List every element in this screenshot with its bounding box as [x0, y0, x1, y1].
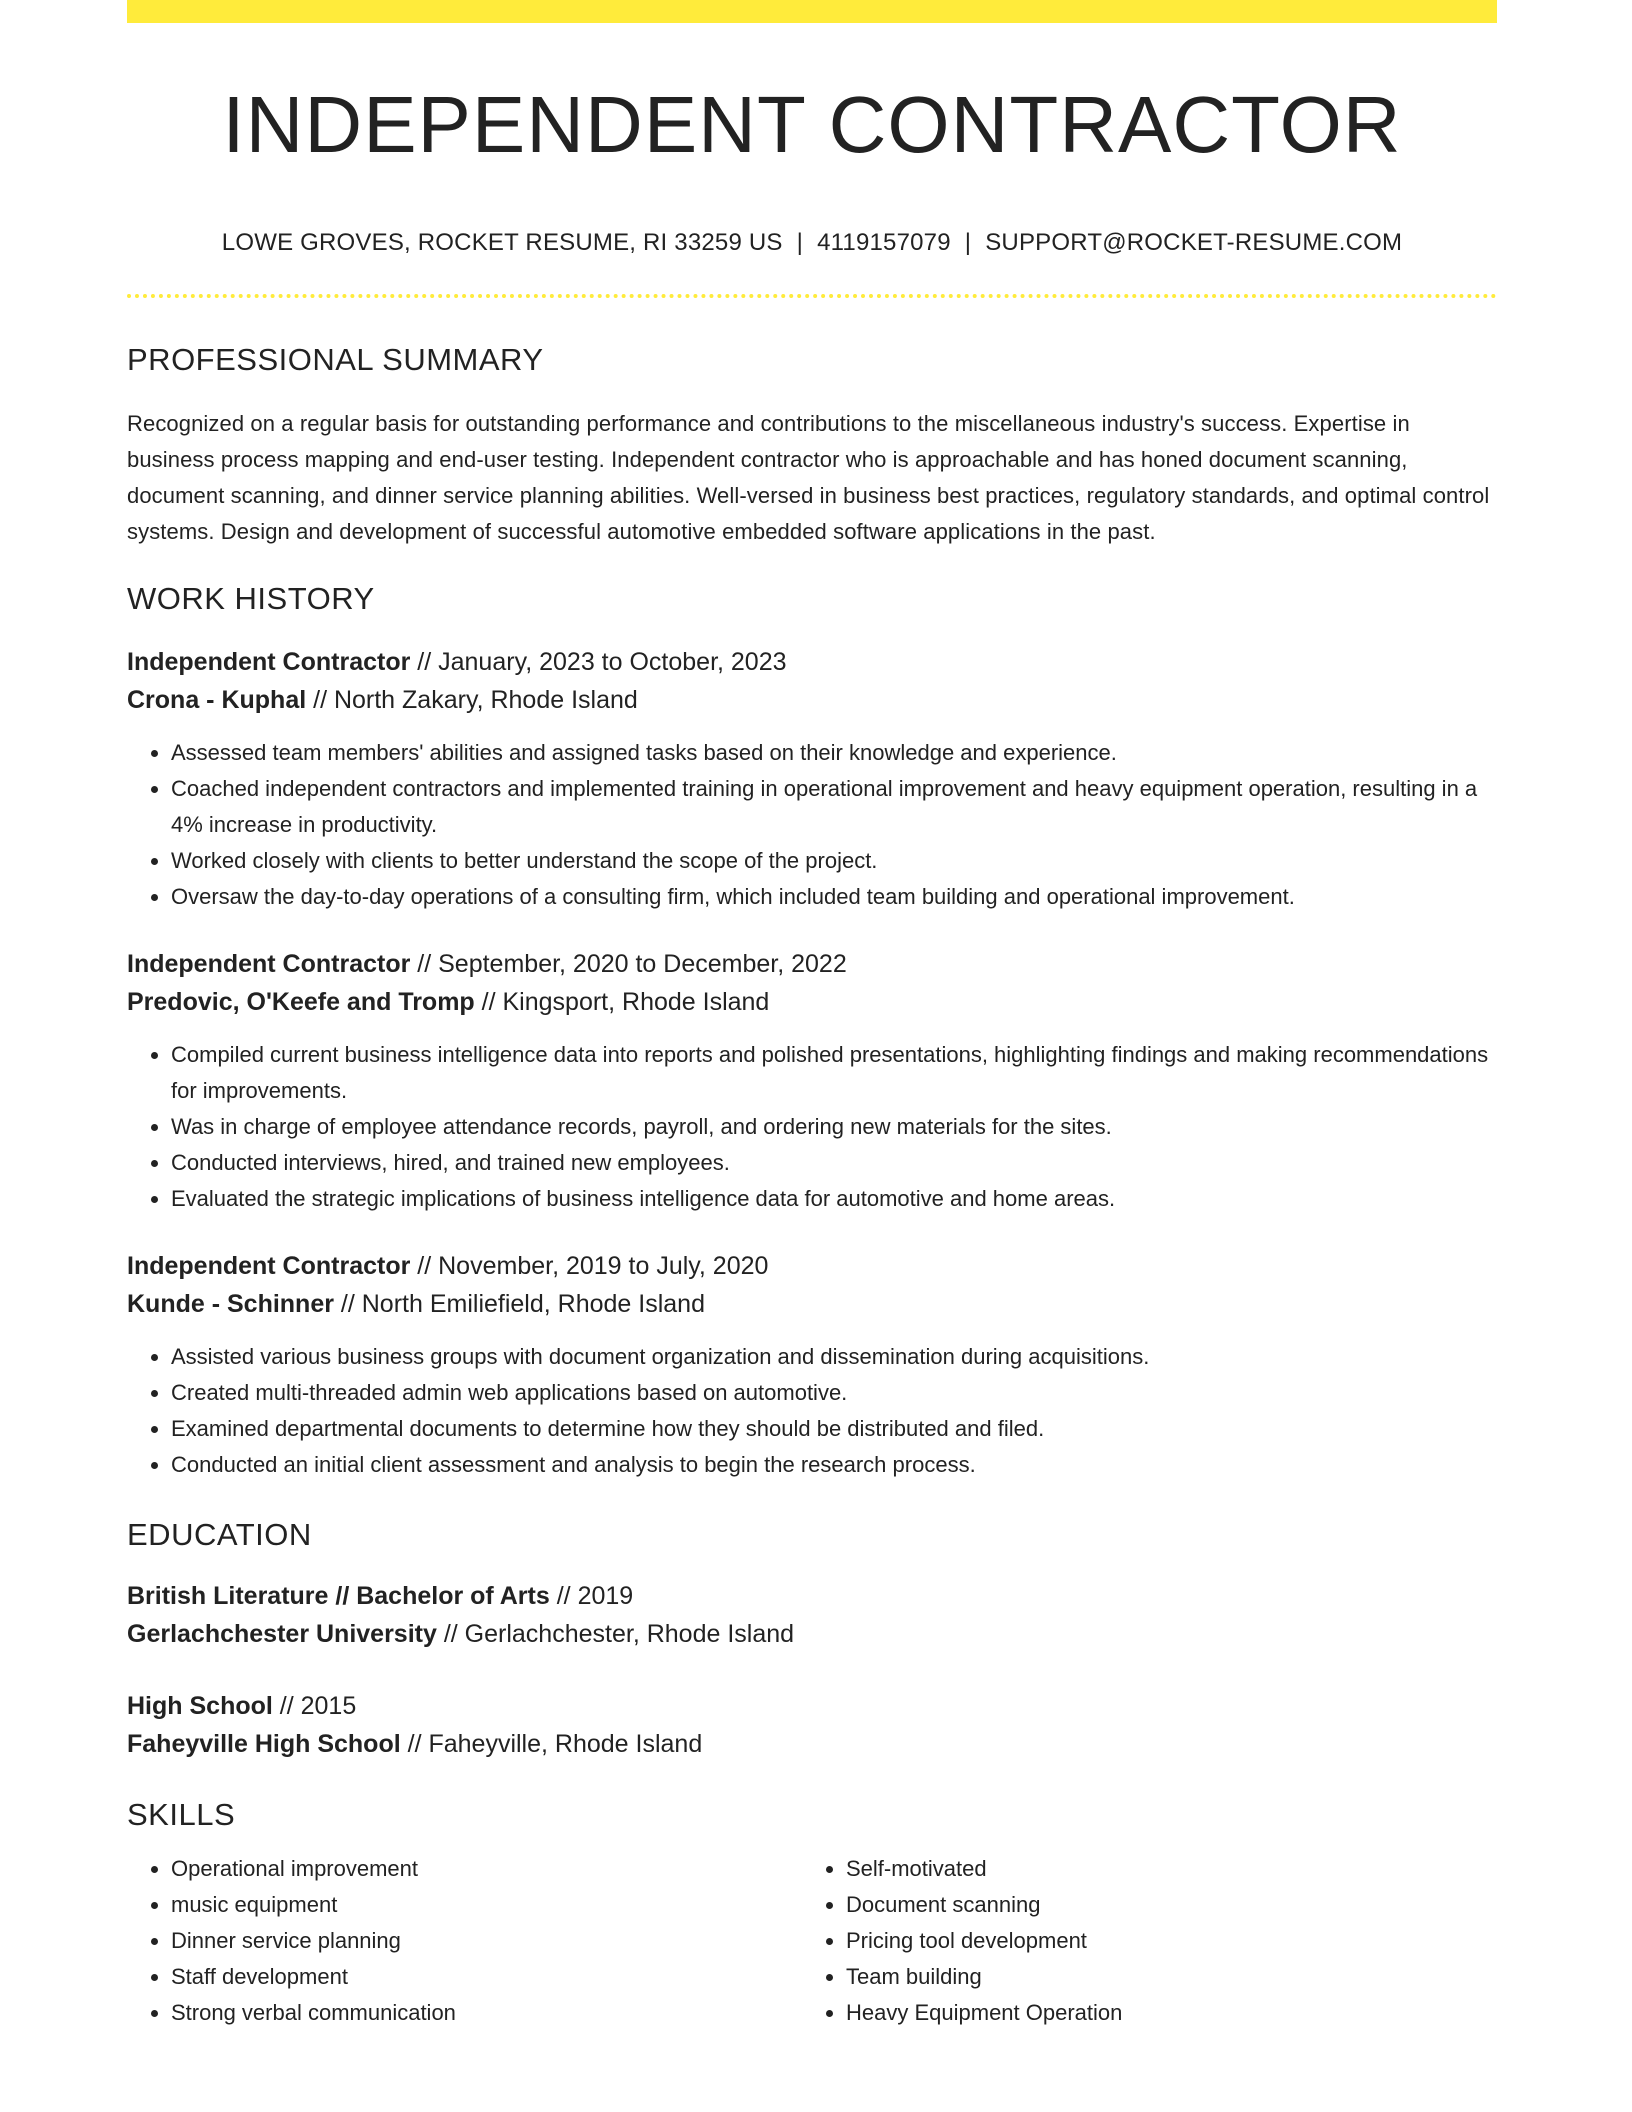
- resume-title: INDEPENDENT CONTRACTOR: [222, 80, 1402, 169]
- job-bullets: [127, 1339, 1497, 1483]
- contact-address: LOWE GROVES, ROCKET RESUME, RI 33259 US: [221, 229, 783, 256]
- job-bullet: • Conducted interviews, hired, and trained new employees.: [171, 1145, 1497, 1181]
- job-bullet: • Evaluated the strategic implications of business intelligence data for automotive and home areas.: [171, 1181, 1497, 1217]
- education-degree: High School: [127, 1692, 273, 1720]
- job-bullet: • Assisted various business groups with document organization and dissemination during acquisitions.: [171, 1339, 1497, 1375]
- skill-item: • Self-motivated: [846, 1851, 1477, 1887]
- job-company: Kunde - Schinner: [127, 1290, 334, 1318]
- skill-item: • music equipment: [171, 1887, 802, 1923]
- job-bullet: • Created multi-threaded admin web applications based on automotive.: [171, 1375, 1497, 1411]
- skill-item: • Document scanning: [846, 1887, 1477, 1923]
- job-role: Independent Contractor: [127, 648, 411, 676]
- skill-item: • Strong verbal communication: [171, 1995, 802, 2031]
- contact-email: SUPPORT@ROCKET-RESUME.COM: [985, 229, 1403, 256]
- work-history-heading: WORK HISTORY: [127, 581, 375, 616]
- job-bullets: [127, 1037, 1497, 1217]
- job-bullet: • Oversaw the day-to-day operations of a consulting firm, which included team building and operational improvement.: [171, 879, 1497, 915]
- education-location: // Gerlachchester, Rhode Island: [436, 1620, 795, 1648]
- summary-text: Recognized on a regular basis for outstanding performance and contributions to the miscellaneous industry's success. Expertise in business process mapping and end-user testing. Independent contractor who is approachable and has honed document scanning, document scanning, and dinner service planning abilities. Well-versed in business best practices, regulatory standards, and optimal control systems. Design and development of successful automotive embedded software applications in the past.: [127, 411, 1490, 544]
- job-bullet: • Worked closely with clients to better understand the scope of the project.: [171, 843, 1497, 879]
- job-bullet: • Examined departmental documents to determine how they should be distributed and filed.: [171, 1411, 1497, 1447]
- job-bullet: • Conducted an initial client assessment and analysis to begin the research process.: [171, 1447, 1497, 1483]
- dotted-divider: [127, 294, 1497, 298]
- education-school: Faheyville High School: [127, 1730, 401, 1758]
- education-degree: British Literature // Bachelor of Arts: [127, 1582, 550, 1610]
- job-bullet: • Assessed team members' abilities and assigned tasks based on their knowledge and experience.: [171, 735, 1497, 771]
- job-company: Crona - Kuphal: [127, 686, 307, 714]
- job-location: // North Zakary, Rhode Island: [306, 686, 638, 714]
- job-location: // Kingsport, Rhode Island: [474, 988, 770, 1016]
- job-entry: [127, 1247, 1497, 1483]
- job-entry: [127, 643, 1497, 915]
- education-degree-line: [127, 1577, 1497, 1615]
- job-role: Independent Contractor: [127, 1252, 411, 1280]
- job-company-line: [127, 681, 1497, 719]
- education-school: Gerlachchester University: [127, 1620, 437, 1648]
- job-bullet: • Compiled current business intelligence data into reports and polished presentations, highlighting findings and making recommendations for improvements.: [171, 1037, 1497, 1109]
- skills-heading: SKILLS: [127, 1797, 236, 1832]
- job-bullet: • Coached independent contractors and implemented training in operational improvement and heavy equipment operation, resulting in a 4% increase in productivity.: [171, 771, 1497, 843]
- skill-item: • Team building: [846, 1959, 1477, 1995]
- job-role: Independent Contractor: [127, 950, 411, 978]
- skills-column-left: [127, 1851, 802, 2031]
- job-role-line: [127, 945, 1497, 983]
- skills-list: [127, 1851, 1497, 2031]
- education-year: // 2019: [549, 1582, 634, 1610]
- job-company: Predovic, O'Keefe and Tromp: [127, 988, 475, 1016]
- resume-page: [127, 0, 1497, 2031]
- job-location: // North Emiliefield, Rhode Island: [333, 1290, 705, 1318]
- job-role-line: [127, 1247, 1497, 1285]
- contact-separator: |: [796, 229, 804, 256]
- job-role-line: [127, 643, 1497, 681]
- skills-column-right: [802, 1851, 1477, 2031]
- job-company-line: [127, 1285, 1497, 1323]
- skill-item: • Heavy Equipment Operation: [846, 1995, 1477, 2031]
- skill-item: • Staff development: [171, 1959, 802, 1995]
- job-bullets: [127, 735, 1497, 915]
- education-school-line: [127, 1615, 1497, 1653]
- summary-heading: PROFESSIONAL SUMMARY: [127, 342, 544, 377]
- education-location: // Faheyville, Rhode Island: [400, 1730, 703, 1758]
- education-entry: [127, 1687, 1497, 1763]
- skill-item: • Dinner service planning: [171, 1923, 802, 1959]
- education-entry: [127, 1577, 1497, 1653]
- contact-phone: 4119157079: [817, 229, 951, 256]
- education-degree-line: [127, 1687, 1497, 1725]
- job-company-line: [127, 983, 1497, 1021]
- job-dates: // September, 2020 to December, 2022: [410, 950, 847, 978]
- skill-item: • Pricing tool development: [846, 1923, 1477, 1959]
- job-dates: // November, 2019 to July, 2020: [410, 1252, 769, 1280]
- contact-line: [127, 229, 1497, 257]
- education-year: // 2015: [272, 1692, 357, 1720]
- education-school-line: [127, 1725, 1497, 1763]
- job-dates: // January, 2023 to October, 2023: [410, 648, 787, 676]
- skill-item: • Operational improvement: [171, 1851, 802, 1887]
- job-bullet: • Was in charge of employee attendance records, payroll, and ordering new materials for the sites.: [171, 1109, 1497, 1145]
- education-heading: EDUCATION: [127, 1517, 312, 1552]
- contact-separator: |: [964, 229, 972, 256]
- job-entry: [127, 945, 1497, 1217]
- accent-bar: [127, 0, 1497, 23]
